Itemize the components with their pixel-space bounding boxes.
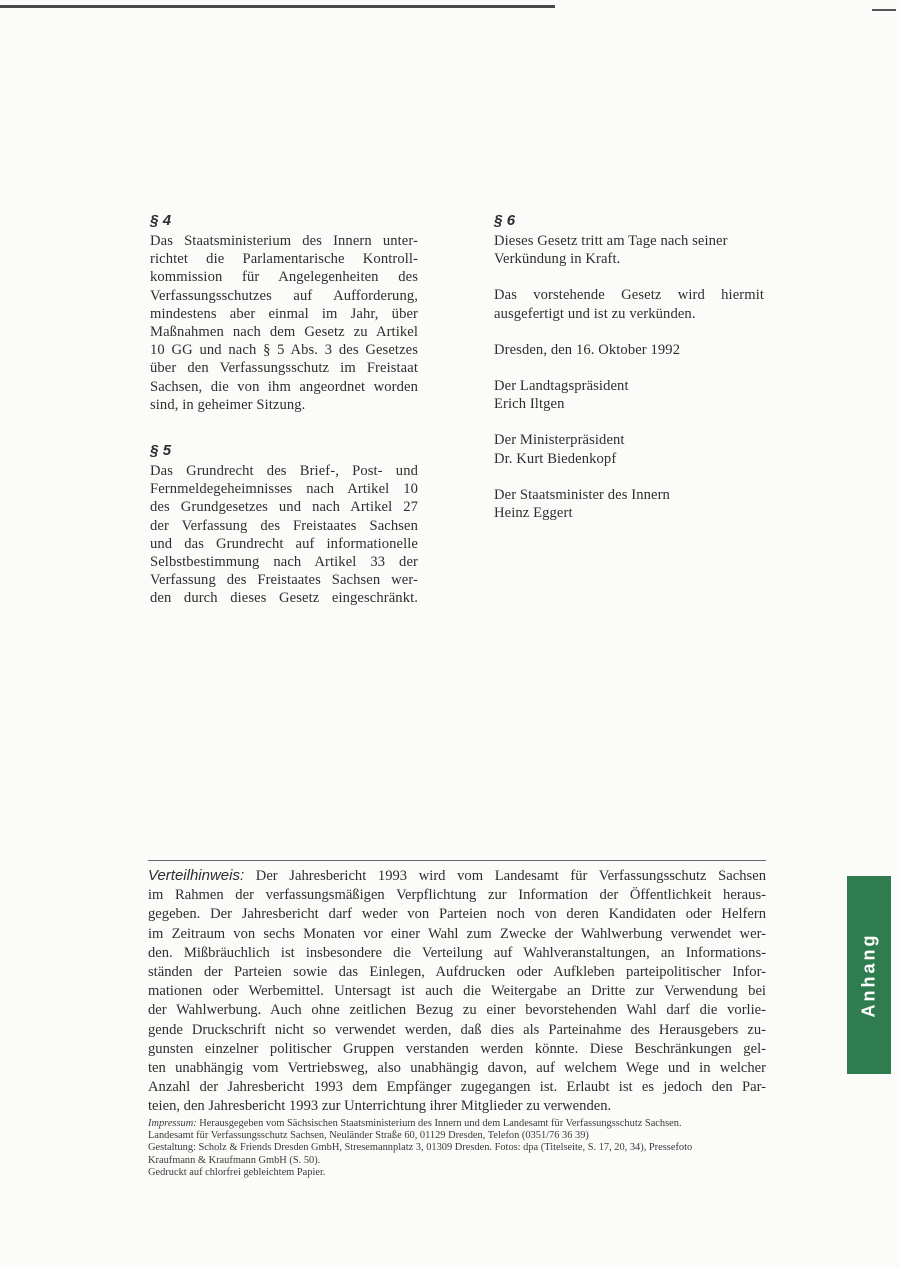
signing-date: Dresden, den 16. Oktober 1992 bbox=[494, 341, 681, 358]
text-line: richtet die Parlamentarische Kontroll- bbox=[150, 251, 418, 268]
top-scan-rule bbox=[0, 5, 555, 8]
impressum-line: Gedruckt auf chlorfrei gebleichtem Papier. bbox=[148, 1166, 326, 1178]
text-line: mindestens aber einmal im Jahr, über bbox=[150, 305, 418, 322]
signatory-name: Heinz Eggert bbox=[494, 505, 573, 522]
text-line: Selbstbestimmung nach Artikel 33 der bbox=[150, 554, 418, 571]
text-line: Verfassung des Freistaates Sachsen wer- bbox=[150, 572, 418, 589]
text-line: kommission für Angelegenheiten des bbox=[150, 269, 418, 286]
impressum-line: Gestaltung: Scholz & Friends Dresden GmbH, Stresemannplatz 3, 01309 Dresden. Fotos: dpa (Titelseite, S. 17, 20, 34), Pressefoto bbox=[148, 1142, 693, 1154]
text-line: über den Verfassungsschutz im Freistaat bbox=[150, 360, 418, 377]
text-line: Sachsen, die von ihm angeordnet worden bbox=[150, 378, 418, 395]
text-line: Verkündung in Kraft. bbox=[494, 251, 621, 268]
signatory-1 bbox=[494, 377, 764, 413]
text-line: ausgefertigt und ist zu verkünden. bbox=[494, 305, 696, 322]
text-line: der Wahlwerbung. Auch ohne zeitlichen Bezug zu einer bevorstehenden Wahl darf die vorlie- bbox=[148, 1002, 766, 1019]
left-column bbox=[150, 212, 418, 608]
text-line: und das Grundrecht auf informationelle bbox=[150, 535, 418, 552]
signatory-title: Der Staatsminister des Innern bbox=[494, 486, 670, 503]
notice-line-rest: Der Jahresbericht 1993 wird vom Landesamt für Verfassungsschutz Sachsen bbox=[244, 868, 766, 884]
text-line: Verfassungsschutzes auf Aufforderung, bbox=[150, 287, 418, 304]
text-line: gegeben. Der Jahresbericht darf weder von Parteien noch von deren Kandidaten oder Helfern bbox=[148, 906, 766, 923]
impressum-line: Landesamt für Verfassungsschutz Sachsen, Neuländer Straße 60, 01129 Dresden, Telefon (0351/76 36 39) bbox=[148, 1130, 589, 1142]
text-line: des Grundgesetzes und nach Artikel 27 bbox=[150, 499, 418, 516]
impressum-label: Impressum: bbox=[148, 1118, 197, 1129]
text-line: Das Grundrecht des Brief-, Post- und bbox=[150, 463, 418, 480]
text-line bbox=[148, 866, 766, 886]
text-line: der Verfassung des Freistaates Sachsen bbox=[150, 517, 418, 534]
text-line: sind, in geheimer Sitzung. bbox=[150, 396, 306, 413]
section-6-heading: § 6 bbox=[494, 212, 516, 229]
signatory-name: Erich Iltgen bbox=[494, 396, 565, 413]
signatory-3 bbox=[494, 486, 764, 522]
impressum-line: Kraufmann & Kraufmann GmbH (S. 50). bbox=[148, 1154, 321, 1166]
text-line: Das vorstehende Gesetz wird hiermit bbox=[494, 287, 764, 304]
date-line bbox=[494, 341, 764, 359]
section-4-text bbox=[150, 232, 418, 414]
text-line: gende Druckschrift nicht so verwendet werden, daß dies als Parteinahme des Herausgebers zu- bbox=[148, 1021, 766, 1038]
text-line: ständen der Parteien sowie das Einlegen, Aufdrucken oder Aufkleben parteipolitischer Infor- bbox=[148, 964, 766, 981]
text-line: Fernmeldegeheimnisses nach Artikel 10 bbox=[150, 481, 418, 498]
signatory-2 bbox=[494, 431, 764, 467]
text-line: Dieses Gesetz tritt am Tage nach seiner bbox=[494, 233, 728, 249]
text-line: den durch dieses Gesetz eingeschränkt. bbox=[150, 590, 418, 607]
text-line: Das Staatsministerium des Innern unter- bbox=[150, 233, 418, 249]
text-line: teien, den Jahresbericht 1993 zur Unterrichtung ihrer Mitglieder zu verwenden. bbox=[148, 1098, 612, 1115]
side-tab-label: Anhang bbox=[858, 932, 879, 1018]
signatory-title: Der Landtagspräsident bbox=[494, 378, 629, 395]
section-tab-anhang bbox=[847, 876, 891, 1074]
section-4-heading: § 4 bbox=[150, 212, 172, 229]
promulgation-text bbox=[494, 286, 764, 322]
text-line: 10 GG und nach § 5 Abs. 3 des Gesetzes bbox=[150, 342, 418, 359]
text-line: im Zeitraum von sechs Monaten vor einer Wahl zum Zwecke der Wahlwerbung verwendet wer- bbox=[148, 925, 766, 942]
signatory-title: Der Ministerpräsident bbox=[494, 432, 625, 449]
impressum bbox=[148, 1118, 768, 1179]
right-column bbox=[494, 212, 764, 540]
impressum-publisher: Herausgegeben vom Sächsischen Staatsministerium des Innern und dem Landesamt für Verfassungsschutz Sachsen. bbox=[196, 1118, 682, 1129]
text-line: Maßnahmen nach dem Gesetz zu Artikel bbox=[150, 324, 418, 341]
impressum-line bbox=[148, 1118, 768, 1130]
text-line: den. Mißbräuchlich ist insbesondere die Verteilung auf Wahlveranstaltungen, an Informations- bbox=[148, 944, 766, 961]
distribution-notice bbox=[148, 866, 766, 1117]
signatory-name: Dr. Kurt Biedenkopf bbox=[494, 450, 617, 467]
text-line: im Rahmen der verfassungsmäßigen Verpflichtung zur Information der Öffentlichkeit heraus- bbox=[148, 887, 766, 904]
top-corner-mark bbox=[872, 9, 896, 11]
section-5-text bbox=[150, 462, 418, 608]
notice-divider bbox=[148, 860, 766, 861]
section-5-heading: § 5 bbox=[150, 442, 172, 460]
section-6-text bbox=[494, 232, 764, 268]
text-line: gunsten einzelner politischer Gruppen verstanden werden könnte. Diese Beschränkungen gel- bbox=[148, 1040, 766, 1057]
notice-label: Verteilhinweis: bbox=[148, 867, 245, 884]
text-line: Anzahl der Jahresbericht 1993 dem Empfänger zugegangen ist. Erlaubt ist es jedoch den Par- bbox=[148, 1079, 766, 1096]
text-line: ten unabhängig vom Vertriebsweg, also unabhängig davon, auf welchem Wege und in welcher bbox=[148, 1060, 766, 1077]
text-line: mationen oder Werbemittel. Untersagt ist auch die Weitergabe an Dritte zur Verwendung bei bbox=[148, 983, 766, 1000]
